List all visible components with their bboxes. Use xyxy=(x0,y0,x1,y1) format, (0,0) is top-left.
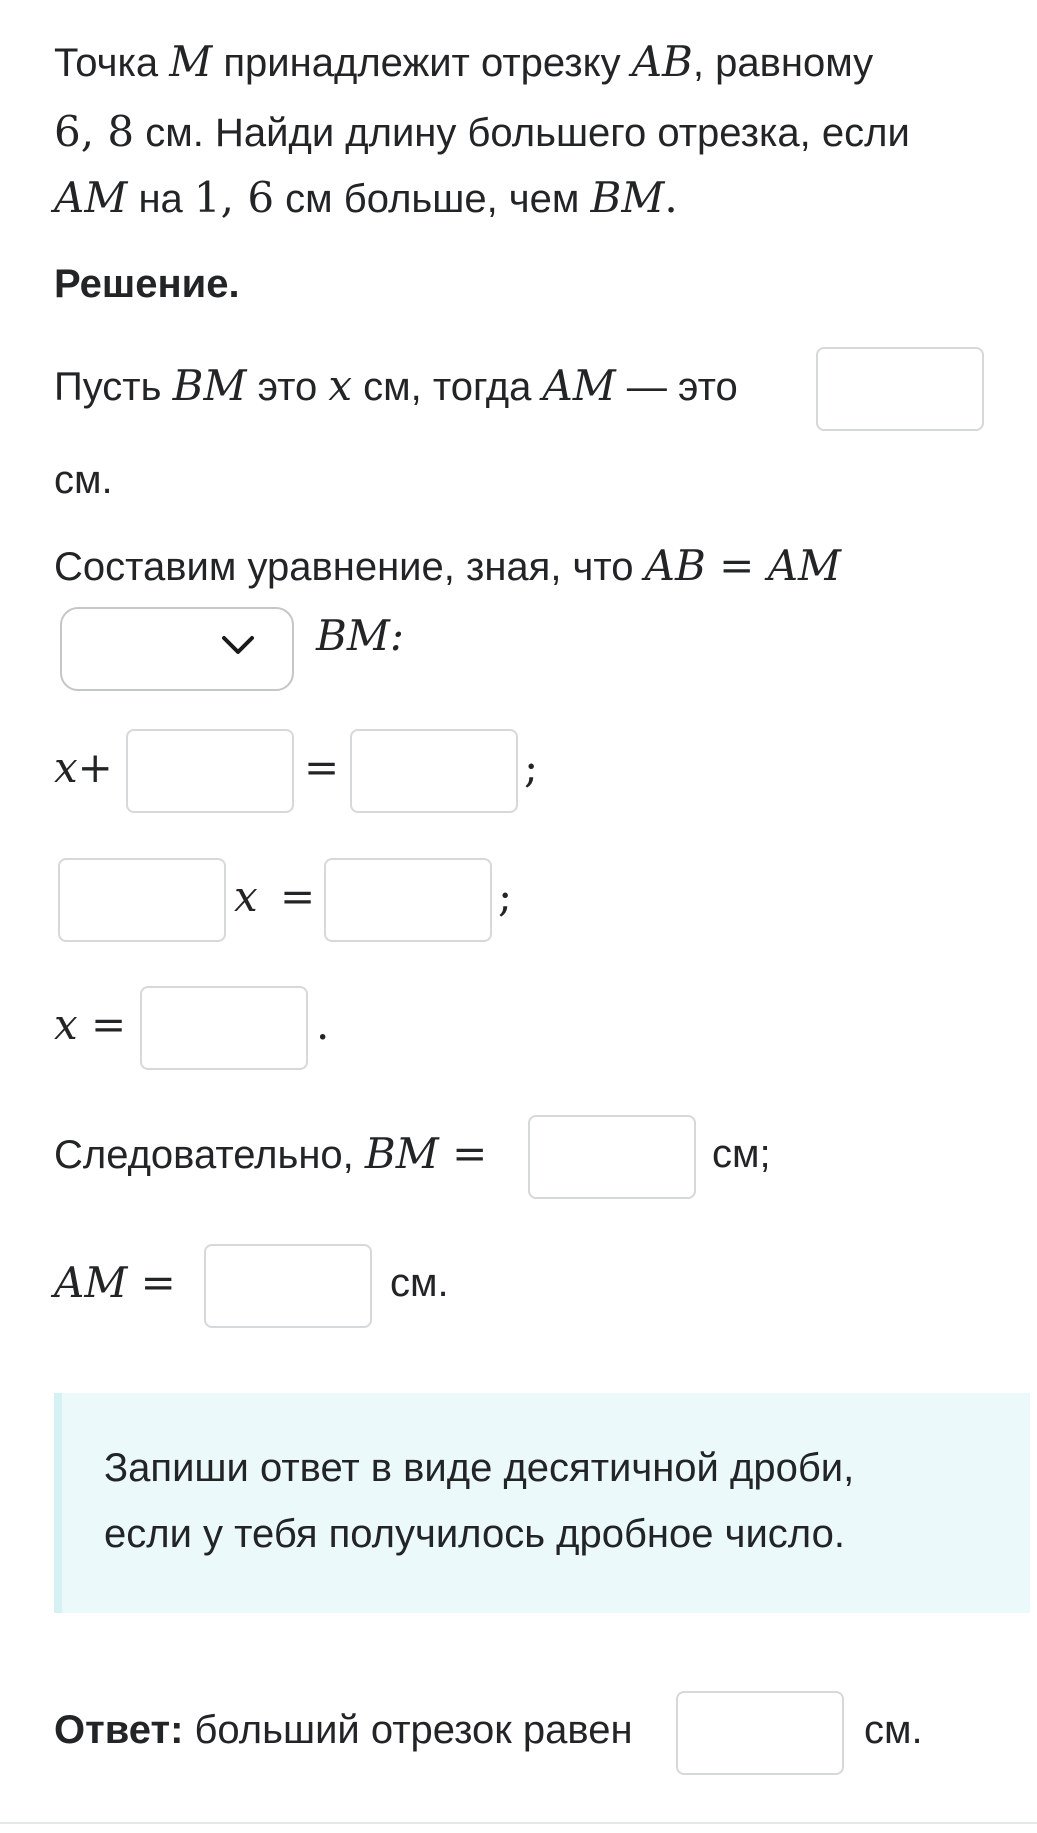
x-value-input[interactable] xyxy=(140,986,308,1070)
answer-unit: см. xyxy=(864,1708,923,1752)
eq2-x: x xyxy=(234,872,258,921)
eq3-lhs: x = xyxy=(54,1000,127,1049)
let-unit: см. xyxy=(54,458,113,502)
eq2-end: ; xyxy=(498,872,513,921)
solution-heading: Решение. xyxy=(54,262,240,306)
result-am-line: AM = xyxy=(54,1258,176,1307)
let-line: Пусть BM это x см, тогда AM — это xyxy=(54,361,738,410)
equation-intro: Составим уравнение, зная, что AB = AM xyxy=(54,541,842,590)
eq1-equals: = xyxy=(304,743,340,792)
bottom-divider xyxy=(0,1822,1037,1824)
chevron-down-icon xyxy=(220,633,256,657)
eq3-end: . xyxy=(316,1000,330,1049)
hint-callout xyxy=(54,1393,1030,1613)
bm-length-input[interactable] xyxy=(528,1115,696,1199)
problem-line-2: 6, 8 см. Найди длину большего отрезка, если xyxy=(54,107,910,156)
eq1-end: ; xyxy=(524,743,539,792)
operation-select[interactable] xyxy=(60,607,294,691)
eq2-equals: = xyxy=(280,872,316,921)
eq1-lhs: x+ xyxy=(54,743,113,792)
eq2-coefficient-input[interactable] xyxy=(58,858,226,942)
problem-line-3: AM на 1, 6 см больше, чем BM. xyxy=(54,173,678,222)
answer-line: Ответ: больший отрезок равен xyxy=(54,1708,633,1752)
eq1-input-left[interactable] xyxy=(126,729,294,813)
select-suffix: BM: xyxy=(316,611,405,660)
problem-line-1: Точка M принадлежит отрезку AB, равному xyxy=(54,37,874,86)
answer-label: Ответ: xyxy=(54,1708,184,1752)
eq1-input-right[interactable] xyxy=(350,729,518,813)
hint-text: Запиши ответ в виде десятичной дроби, если у тебя получилось дробное число. xyxy=(104,1446,855,1556)
result-bm-unit: см; xyxy=(712,1132,771,1176)
am-expression-input[interactable] xyxy=(816,347,984,431)
answer-input[interactable] xyxy=(676,1691,844,1775)
am-length-input[interactable] xyxy=(204,1244,372,1328)
result-am-unit: см. xyxy=(390,1261,449,1305)
eq2-input-right[interactable] xyxy=(324,858,492,942)
result-bm-line: Следовательно, BM = xyxy=(54,1129,488,1178)
